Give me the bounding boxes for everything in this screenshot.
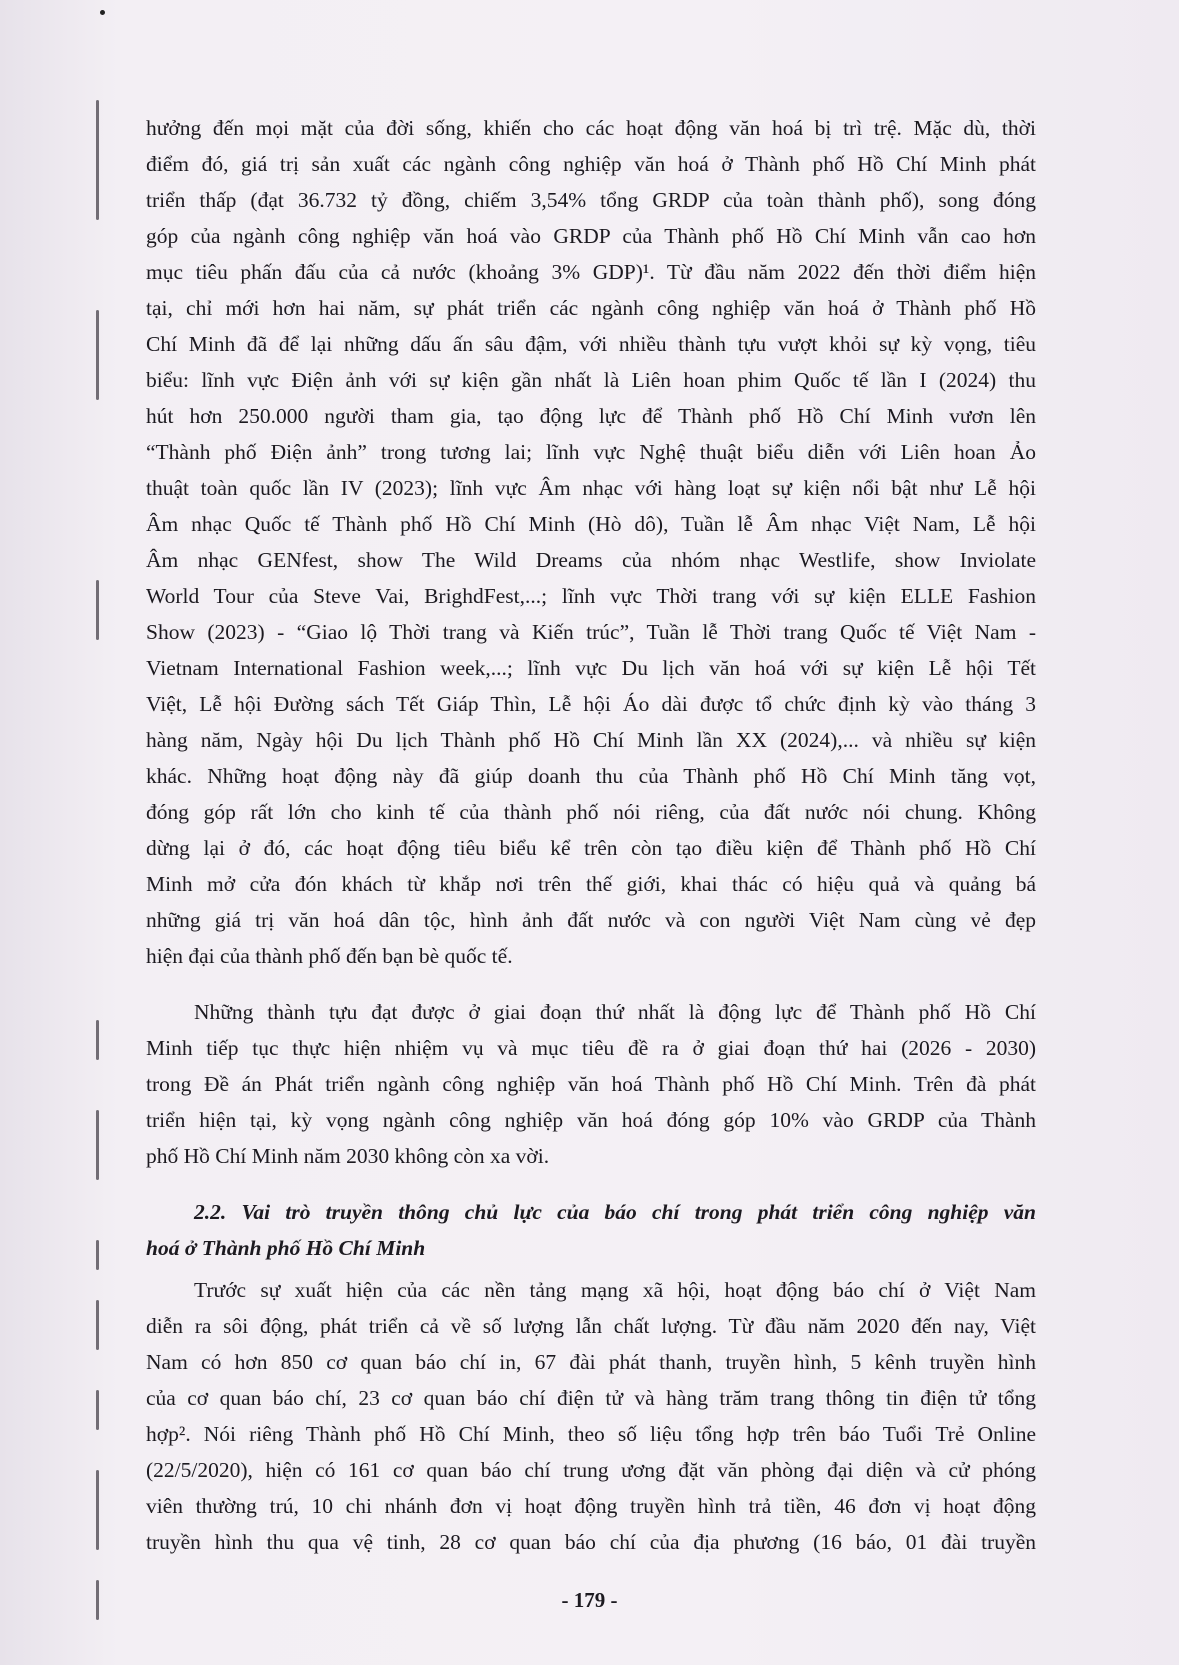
paragraph bbox=[146, 994, 1036, 1174]
text-line: Chí Minh đã để lại những dấu ấn sâu đậm, với nhiều thành tựu vượt khỏi sự kỳ vọng, tiêu bbox=[146, 332, 1036, 356]
text-line: triển thấp (đạt 36.732 tỷ đồng, chiếm 3,54% tổng GRDP của toàn thành phố), song đóng bbox=[146, 188, 1036, 212]
heading-line: 2.2. Vai trò truyền thông chủ lực của báo chí trong phát triển công nghiệp văn bbox=[194, 1200, 1036, 1224]
text-line: Trước sự xuất hiện của các nền tảng mạng xã hội, hoạt động báo chí ở Việt Nam bbox=[194, 1278, 1036, 1302]
text-line: triển hiện tại, kỳ vọng ngành công nghiệp văn hoá đóng góp 10% vào GRDP của Thành bbox=[146, 1108, 1036, 1132]
text-line: Vietnam International Fashion week,...; lĩnh vực Du lịch văn hoá với sự kiện Lễ hội Tết bbox=[146, 656, 1036, 680]
text-line: Minh mở cửa đón khách từ khắp nơi trên thế giới, khai thác có hiệu quả và quảng bá bbox=[146, 872, 1036, 896]
text-line: đóng góp rất lớn cho kinh tế của thành phố nói riêng, của đất nước nói chung. Không bbox=[146, 800, 1036, 824]
text-line: Việt, Lễ hội Đường sách Tết Giáp Thìn, Lễ hội Áo dài được tổ chức định kỳ vào tháng 3 bbox=[146, 692, 1036, 716]
text-line: “Thành phố Điện ảnh” trong tương lai; lĩnh vực Nghệ thuật biểu diễn với Liên hoan Ảo bbox=[146, 440, 1036, 464]
paragraph bbox=[146, 110, 1036, 974]
text-line: Minh tiếp tục thực hiện nhiệm vụ và mục tiêu đề ra ở giai đoạn thứ hai (2026 - 2030) bbox=[146, 1036, 1036, 1060]
heading-line: hoá ở Thành phố Hồ Chí Minh bbox=[146, 1236, 426, 1260]
section-heading bbox=[146, 1194, 1036, 1266]
text-line: phố Hồ Chí Minh năm 2030 không còn xa vời. bbox=[146, 1144, 550, 1168]
text-line: hiện đại của thành phố đến bạn bè quốc tế. bbox=[146, 944, 513, 968]
text-line: khác. Những hoạt động này đã giúp doanh thu của Thành phố Hồ Chí Minh tăng vọt, bbox=[146, 764, 1036, 788]
paragraph bbox=[146, 1272, 1036, 1560]
text-line: Âm nhạc Quốc tế Thành phố Hồ Chí Minh (Hò dô), Tuần lễ Âm nhạc Việt Nam, Lễ hội bbox=[146, 512, 1036, 536]
text-line: hợp². Nói riêng Thành phố Hồ Chí Minh, theo số liệu tổng hợp trên báo Tuổi Trẻ Online bbox=[146, 1422, 1036, 1446]
text-line: hưởng đến mọi mặt của đời sống, khiến cho các hoạt động văn hoá bị trì trệ. Mặc dù, thời bbox=[146, 116, 1036, 140]
text-line: tại, chỉ mới hơn hai năm, sự phát triển các ngành công nghiệp văn hoá ở Thành phố Hồ bbox=[146, 296, 1036, 320]
text-line: Những thành tựu đạt được ở giai đoạn thứ nhất là động lực để Thành phố Hồ Chí bbox=[194, 1000, 1036, 1024]
text-line: góp của ngành công nghiệp văn hoá vào GRDP của Thành phố Hồ Chí Minh vẫn cao hơn bbox=[146, 224, 1036, 248]
text-line: biểu: lĩnh vực Điện ảnh với sự kiện gần nhất là Liên hoan phim Quốc tế lần I (2024) thu bbox=[146, 368, 1036, 392]
text-line: diễn ra sôi động, phát triển cả về số lượng lẫn chất lượng. Từ đầu năm 2020 đến nay, Việt bbox=[146, 1314, 1036, 1338]
text-line: Show (2023) - “Giao lộ Thời trang và Kiến trúc”, Tuần lễ Thời trang Quốc tế Việt Nam - bbox=[146, 620, 1036, 644]
text-line: Âm nhạc GENfest, show The Wild Dreams của nhóm nhạc Westlife, show Inviolate bbox=[146, 548, 1036, 572]
text-line: của cơ quan báo chí, 23 cơ quan báo chí điện tử và hàng trăm trang thông tin điện tử tổng bbox=[146, 1386, 1036, 1410]
text-line: hàng năm, Ngày hội Du lịch Thành phố Hồ Chí Minh lần XX (2024),... và nhiều sự kiện bbox=[146, 728, 1036, 752]
page-number: - 179 - bbox=[561, 1588, 618, 1612]
binding-edge-marks bbox=[96, 60, 106, 1620]
text-line: những giá trị văn hoá dân tộc, hình ảnh đất nước và con người Việt Nam cùng vẻ đẹp bbox=[146, 908, 1036, 932]
text-line: Nam có hơn 850 cơ quan báo chí in, 67 đài phát thanh, truyền hình, 5 kênh truyền hình bbox=[146, 1350, 1036, 1374]
body-text bbox=[146, 110, 1036, 1560]
text-line: điểm đó, giá trị sản xuất các ngành công nghiệp văn hoá ở Thành phố Hồ Chí Minh phát bbox=[146, 152, 1036, 176]
text-line: World Tour của Steve Vai, BrighdFest,...; lĩnh vực Thời trang với sự kiện ELLE Fashion bbox=[146, 584, 1036, 608]
text-line: dừng lại ở đó, các hoạt động tiêu biểu kể trên còn tạo điều kiện để Thành phố Hồ Chí bbox=[146, 836, 1036, 860]
text-line: trong Đề án Phát triển ngành công nghiệp văn hoá Thành phố Hồ Chí Minh. Trên đà phát bbox=[146, 1072, 1036, 1096]
scan-artifact-dot bbox=[100, 10, 105, 15]
text-line: hút hơn 250.000 người tham gia, tạo động lực để Thành phố Hồ Chí Minh vươn lên bbox=[146, 404, 1036, 428]
text-line: (22/5/2020), hiện có 161 cơ quan báo chí trung ương đặt văn phòng đại diện và cử phóng bbox=[146, 1458, 1036, 1482]
text-line: viên thường trú, 10 chi nhánh đơn vị hoạt động truyền hình trả tiền, 46 đơn vị hoạt động bbox=[146, 1494, 1036, 1518]
text-line: truyền hình thu qua vệ tinh, 28 cơ quan báo chí của địa phương (16 báo, 01 đài truyền bbox=[146, 1530, 1036, 1554]
text-line: mục tiêu phấn đấu của cả nước (khoảng 3% GDP)¹. Từ đầu năm 2022 đến thời điểm hiện bbox=[146, 260, 1036, 284]
text-line: thuật toàn quốc lần IV (2023); lĩnh vực Âm nhạc với hàng loạt sự kiện nổi bật như Lễ hội bbox=[146, 476, 1036, 500]
